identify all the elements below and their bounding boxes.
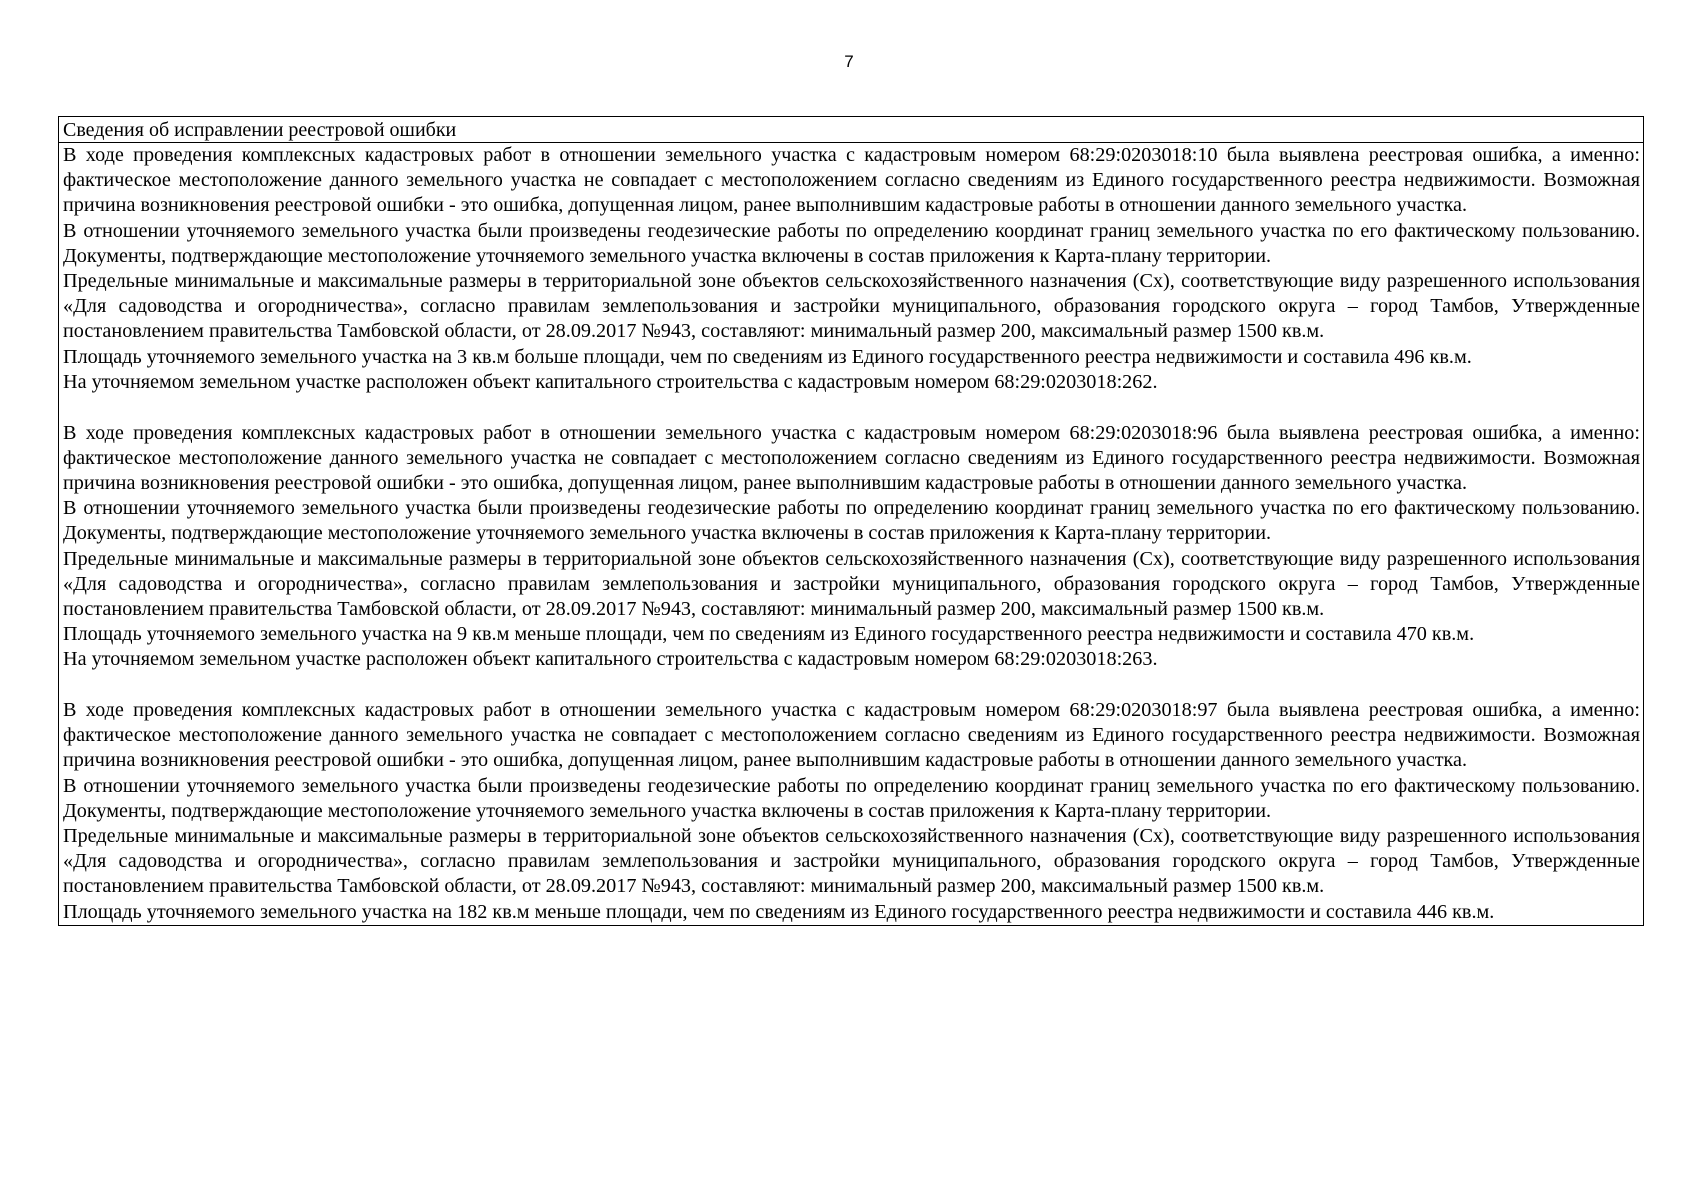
block-spacer xyxy=(63,395,1640,421)
size-limits-paragraph: Предельные минимальные и максимальные размеры в территориальной зоне объектов сельскохозяйственного назначения (Сх), соответствующие виду разрешенного использования «Для садоводства и огородничества», согласно правилам землепользования и застройки муниципального, образования городского округа – город Тамбов, Утвержденные постановлением правительства Тамбовской области, от 28.09.2017 №943, составляют: минимальный размер 200, максимальный размер 1500 кв.м. xyxy=(63,825,1640,898)
table-body xyxy=(59,143,1643,925)
parcel-block-1 xyxy=(63,143,1640,395)
area-paragraph: Площадь уточняемого земельного участка на 9 кв.м меньше площади, чем по сведениям из Единого государственного реестра недвижимости и составила 470 кв.м. xyxy=(63,623,1475,646)
table-header: Сведения об исправлении реестровой ошибки xyxy=(59,117,1643,143)
parcel-block-2 xyxy=(63,421,1640,673)
registry-error-table xyxy=(58,116,1644,926)
area-paragraph: Площадь уточняемого земельного участка на 182 кв.м меньше площади, чем по сведениям из Единого государственного реестра недвижимости и составила 446 кв.м. xyxy=(63,900,1495,923)
building-paragraph: На уточняемом земельном участке расположен объект капитального строительства с кадастровым номером 68:29:0203018:262. xyxy=(63,370,1158,393)
parcel-block-3 xyxy=(63,698,1640,925)
geodetic-works-paragraph: В отношении уточняемого земельного участка были произведены геодезические работы по определению координат границ земельного участка по его фактическому пользованию. Документы, подтверждающие местоположение уточняемого земельного участка включены в состав приложения к Карта-плану территории. xyxy=(63,497,1640,545)
error-description-paragraph: В ходе проведения комплексных кадастровых работ в отношении земельного участка с кадастровым номером 68:29:0203018:97 была выявлена реестровая ошибка, а именно: фактическое местоположение данного земельного участка не совпадает с местоположением согласно сведениям из Единого государственного реестра недвижимости. Возможная причина возникновения реестровой ошибки - это ошибка, допущенная лицом, ранее выполнившим кадастровые работы в отношении данного земельного участка. xyxy=(63,699,1640,772)
page-number: 7 xyxy=(844,52,854,71)
geodetic-works-paragraph: В отношении уточняемого земельного участка были произведены геодезические работы по определению координат границ земельного участка по его фактическому пользованию. Документы, подтверждающие местоположение уточняемого земельного участка включены в состав приложения к Карта-плану территории. xyxy=(63,774,1640,822)
block-spacer xyxy=(63,673,1640,699)
geodetic-works-paragraph: В отношении уточняемого земельного участка были произведены геодезические работы по определению координат границ земельного участка по его фактическому пользованию. Документы, подтверждающие местоположение уточняемого земельного участка включены в состав приложения к Карта-плану территории. xyxy=(63,219,1640,267)
building-paragraph: На уточняемом земельном участке расположен объект капитального строительства с кадастровым номером 68:29:0203018:263. xyxy=(63,648,1158,671)
error-description-paragraph: В ходе проведения комплексных кадастровых работ в отношении земельного участка с кадастровым номером 68:29:0203018:96 была выявлена реестровая ошибка, а именно: фактическое местоположение данного земельного участка не совпадает с местоположением согласно сведениям из Единого государственного реестра недвижимости. Возможная причина возникновения реестровой ошибки - это ошибка, допущенная лицом, ранее выполнившим кадастровые работы в отношении данного земельного участка. xyxy=(63,421,1640,494)
size-limits-paragraph: Предельные минимальные и максимальные размеры в территориальной зоне объектов сельскохозяйственного назначения (Сх), соответствующие виду разрешенного использования «Для садоводства и огородничества», согласно правилам землепользования и застройки муниципального, образования городского округа – город Тамбов, Утвержденные постановлением правительства Тамбовской области, от 28.09.2017 №943, составляют: минимальный размер 200, максимальный размер 1500 кв.м. xyxy=(63,547,1640,620)
size-limits-paragraph: Предельные минимальные и максимальные размеры в территориальной зоне объектов сельскохозяйственного назначения (Сх), соответствующие виду разрешенного использования «Для садоводства и огородничества», согласно правилам землепользования и застройки муниципального, образования городского округа – город Тамбов, Утвержденные постановлением правительства Тамбовской области, от 28.09.2017 №943, составляют: минимальный размер 200, максимальный размер 1500 кв.м. xyxy=(63,270,1640,343)
error-description-paragraph: В ходе проведения комплексных кадастровых работ в отношении земельного участка с кадастровым номером 68:29:0203018:10 была выявлена реестровая ошибка, а именно: фактическое местоположение данного земельного участка не совпадает с местоположением согласно сведениям из Единого государственного реестра недвижимости. Возможная причина возникновения реестровой ошибки - это ошибка, допущенная лицом, ранее выполнившим кадастровые работы в отношении данного земельного участка. xyxy=(63,144,1640,217)
area-paragraph: Площадь уточняемого земельного участка на 3 кв.м больше площади, чем по сведениям из Единого государственного реестра недвижимости и составила 496 кв.м. xyxy=(63,345,1472,368)
